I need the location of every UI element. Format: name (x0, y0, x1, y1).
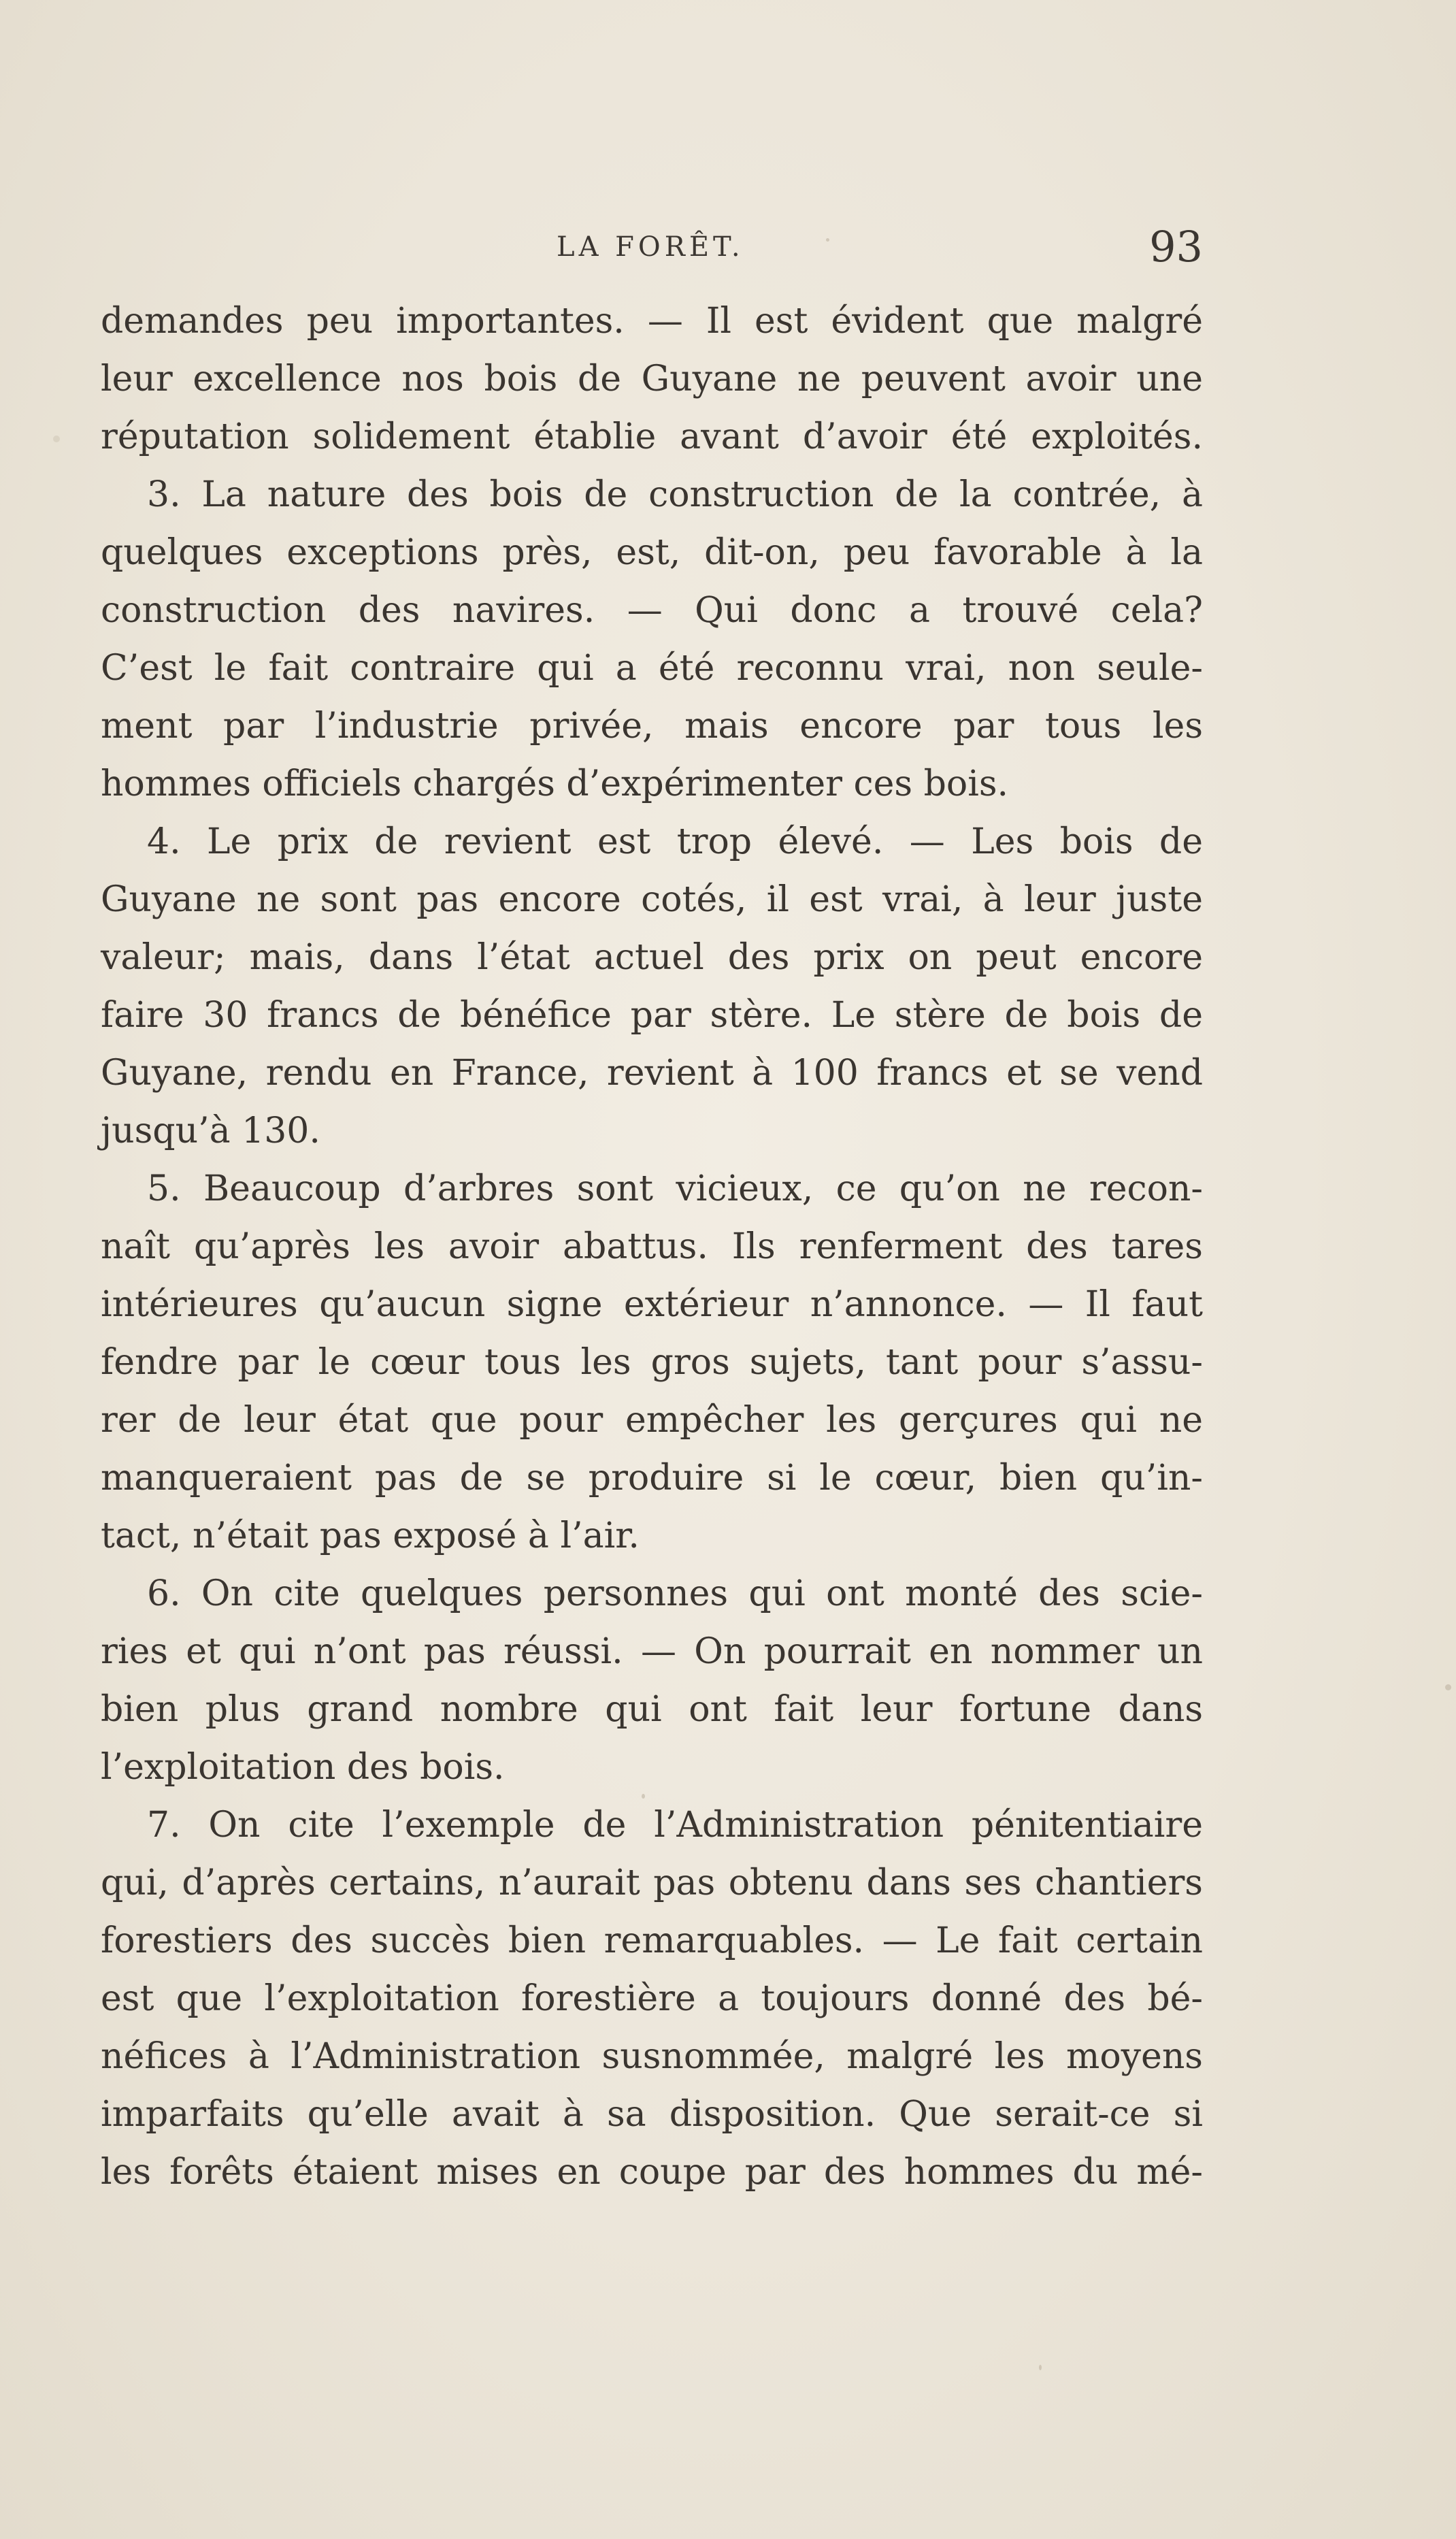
running-title: LA FORÊT. (557, 231, 744, 263)
text-line: valeur; mais, dans l’état actuel des prix on peut encore (101, 937, 1203, 978)
page-header (101, 216, 1203, 271)
paper-speck (1039, 2365, 1042, 2370)
text-line: demandes peu importantes. — Il est évident que malgré (101, 301, 1203, 342)
text-line: Guyane, rendu en France, revient à 100 francs et se vend (101, 1053, 1203, 1094)
text-line: 5. Beaucoup d’arbres sont vicieux, ce qu’on ne recon- (147, 1168, 1203, 1209)
text-line: est que l’exploitation forestière a toujours donné des bé- (101, 1978, 1203, 2019)
text-line: forestiers des succès bien remarquables. — Le fait certain (101, 1920, 1203, 1961)
text-line: jusqu’à 130. (101, 1111, 320, 1151)
text-line: tact, n’était pas exposé à l’air. (101, 1516, 640, 1556)
text-line: réputation solidement établie avant d’avoir été exploités. (101, 416, 1203, 457)
text-line: leur excellence nos bois de Guyane ne peuvent avoir une (101, 359, 1203, 399)
text-line: 7. On cite l’exemple de l’Administration pénitentiaire (147, 1805, 1203, 1846)
text-line: construction des navires. — Qui donc a trouvé cela? (101, 590, 1203, 631)
text-line: imparfaits qu’elle avait à sa disposition. Que serait-ce si (101, 2094, 1203, 2135)
text-line: ment par l’industrie privée, mais encore par tous les (101, 706, 1203, 747)
text-line: qui, d’après certains, n’aurait pas obtenu dans ses chantiers (101, 1863, 1203, 1903)
text-line: ries et qui n’ont pas réussi. — On pourrait en nommer un (101, 1631, 1203, 1672)
text-line: intérieures qu’aucun signe extérieur n’annonce. — Il faut (101, 1284, 1203, 1325)
text-line: bien plus grand nombre qui ont fait leur fortune dans (101, 1689, 1203, 1730)
text-line: naît qu’après les avoir abattus. Ils renferment des tares (101, 1226, 1203, 1267)
paper-speck (1445, 1684, 1451, 1690)
text-line: hommes officiels chargés d’expérimenter ces bois. (101, 764, 1009, 804)
text-line: manqueraient pas de se produire si le cœur, bien qu’in- (101, 1458, 1203, 1498)
text-line: rer de leur état que pour empêcher les gerçures qui ne (101, 1400, 1203, 1441)
page-number: 93 (1149, 222, 1203, 272)
text-line: fendre par le cœur tous les gros sujets, tant pour s’assu- (101, 1342, 1203, 1383)
text-line: les forêts étaient mises en coupe par des hommes du mé- (101, 2152, 1203, 2193)
paper-speck (53, 436, 60, 442)
text-line: C’est le fait contraire qui a été reconnu vrai, non seule- (101, 648, 1203, 689)
text-line: 4. Le prix de revient est trop élevé. — Les bois de (147, 821, 1203, 862)
body-text (101, 293, 1203, 2201)
text-line: faire 30 francs de bénéfice par stère. Le stère de bois de (101, 995, 1203, 1036)
text-line: Guyane ne sont pas encore cotés, il est vrai, à leur juste (101, 879, 1203, 920)
text-line: quelques exceptions près, est, dit-on, peu favorable à la (101, 532, 1203, 573)
text-line: l’exploitation des bois. (101, 1747, 505, 1788)
text-line: 3. La nature des bois de construction de la contrée, à (147, 474, 1203, 515)
text-line: 6. On cite quelques personnes qui ont monté des scie- (147, 1573, 1203, 1614)
text-line: néfices à l’Administration susnommée, malgré les moyens (101, 2036, 1203, 2077)
